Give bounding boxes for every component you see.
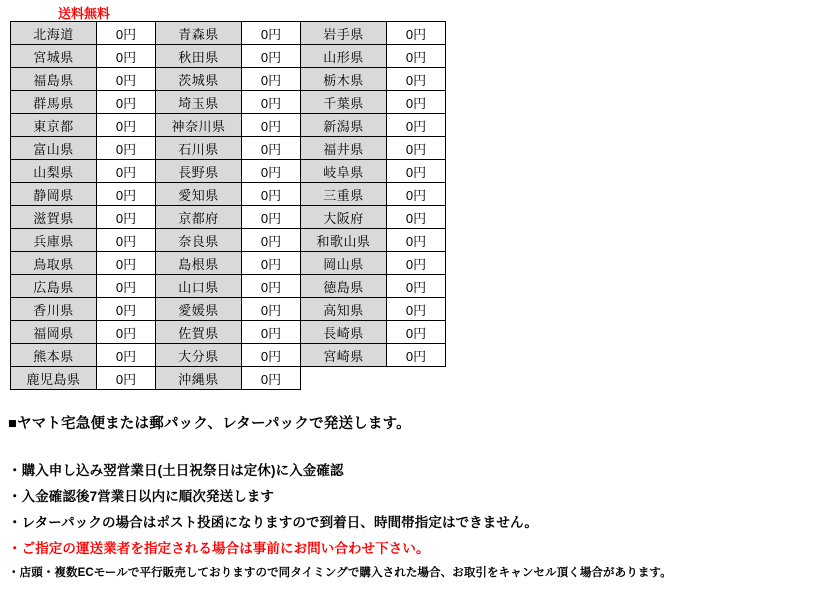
- table-row: [11, 22, 446, 45]
- price-cell: 0円: [97, 252, 156, 275]
- prefecture-cell: 福岡県: [11, 321, 97, 344]
- prefecture-cell: 茨城県: [156, 68, 242, 91]
- prefecture-cell: 富山県: [11, 137, 97, 160]
- price-cell: 0円: [387, 298, 446, 321]
- prefecture-cell: 長崎県: [301, 321, 387, 344]
- shipping-notes: [8, 412, 814, 586]
- table-row: [11, 45, 446, 68]
- prefecture-cell: 大分県: [156, 344, 242, 367]
- price-cell: 0円: [242, 252, 301, 275]
- note-line-letterpack: ・レターパックの場合はポスト投函になりますので到着日、時間帯指定はできません。: [8, 515, 538, 530]
- prefecture-cell: 宮崎県: [301, 344, 387, 367]
- prefecture-cell: 岡山県: [301, 252, 387, 275]
- price-cell: 0円: [387, 321, 446, 344]
- prefecture-cell: 山口県: [156, 275, 242, 298]
- prefecture-cell: 栃木県: [301, 68, 387, 91]
- price-cell: 0円: [242, 344, 301, 367]
- table-row: [11, 321, 446, 344]
- price-cell: 0円: [97, 137, 156, 160]
- price-cell: 0円: [97, 160, 156, 183]
- price-cell: 0円: [242, 91, 301, 114]
- prefecture-cell: 長野県: [156, 160, 242, 183]
- prefecture-cell: 山形県: [301, 45, 387, 68]
- shipping-fee-table-body: [11, 22, 446, 390]
- prefecture-cell: 千葉県: [301, 91, 387, 114]
- prefecture-cell: 山梨県: [11, 160, 97, 183]
- table-row: [11, 68, 446, 91]
- price-cell: 0円: [97, 68, 156, 91]
- price-cell: 0円: [387, 137, 446, 160]
- prefecture-cell: 新潟県: [301, 114, 387, 137]
- price-cell: 0円: [242, 367, 301, 390]
- price-cell: 0円: [242, 137, 301, 160]
- notes-heading: ■ヤマト宅急便または郵パック、レターパックで発送します。: [8, 416, 411, 432]
- table-row: [11, 206, 446, 229]
- prefecture-cell: 兵庫県: [11, 229, 97, 252]
- price-cell: 0円: [387, 68, 446, 91]
- price-cell: 0円: [387, 45, 446, 68]
- price-cell: 0円: [242, 183, 301, 206]
- prefecture-cell: 広島県: [11, 275, 97, 298]
- prefecture-cell: 奈良県: [156, 229, 242, 252]
- table-row: [11, 298, 446, 321]
- price-cell: 0円: [97, 183, 156, 206]
- price-cell: 0円: [387, 22, 446, 45]
- price-cell: 0円: [387, 275, 446, 298]
- prefecture-cell: 岩手県: [301, 22, 387, 45]
- prefecture-cell: 愛知県: [156, 183, 242, 206]
- price-cell: 0円: [97, 45, 156, 68]
- price-cell: 0円: [242, 275, 301, 298]
- table-row: [11, 252, 446, 275]
- price-cell: 0円: [387, 91, 446, 114]
- price-cell: 0円: [97, 367, 156, 390]
- table-row: [11, 275, 446, 298]
- table-row: [11, 114, 446, 137]
- note-line-parallel-sales: ・店頭・複数ECモールで平行販売しておりますので同タイミングで購入された場合、お取引をキャンセル頂く場合があります。: [8, 567, 672, 579]
- table-row: [11, 91, 446, 114]
- price-cell: 0円: [97, 298, 156, 321]
- shipping-fee-table: [10, 21, 446, 390]
- prefecture-cell: 静岡県: [11, 183, 97, 206]
- prefecture-cell: 青森県: [156, 22, 242, 45]
- table-row: [11, 344, 446, 367]
- prefecture-cell: 熊本県: [11, 344, 97, 367]
- empty-cell: [387, 367, 446, 390]
- prefecture-cell: 鹿児島県: [11, 367, 97, 390]
- price-cell: 0円: [242, 298, 301, 321]
- price-cell: 0円: [387, 160, 446, 183]
- prefecture-cell: 秋田県: [156, 45, 242, 68]
- table-row: [11, 183, 446, 206]
- price-cell: 0円: [97, 91, 156, 114]
- note-line-dispatch: ・入金確認後7営業日以内に順次発送します: [8, 489, 275, 504]
- prefecture-cell: 沖縄県: [156, 367, 242, 390]
- prefecture-cell: 北海道: [11, 22, 97, 45]
- prefecture-cell: 徳島県: [301, 275, 387, 298]
- prefecture-cell: 愛媛県: [156, 298, 242, 321]
- prefecture-cell: 石川県: [156, 137, 242, 160]
- prefecture-cell: 東京都: [11, 114, 97, 137]
- prefecture-cell: 埼玉県: [156, 91, 242, 114]
- price-cell: 0円: [387, 252, 446, 275]
- prefecture-cell: 佐賀県: [156, 321, 242, 344]
- price-cell: 0円: [242, 114, 301, 137]
- prefecture-cell: 京都府: [156, 206, 242, 229]
- empty-cell: [301, 367, 387, 390]
- price-cell: 0円: [242, 160, 301, 183]
- table-row: [11, 160, 446, 183]
- price-cell: 0円: [97, 344, 156, 367]
- price-cell: 0円: [242, 229, 301, 252]
- prefecture-cell: 宮城県: [11, 45, 97, 68]
- prefecture-cell: 島根県: [156, 252, 242, 275]
- price-cell: 0円: [97, 22, 156, 45]
- prefecture-cell: 群馬県: [11, 91, 97, 114]
- prefecture-cell: 岐阜県: [301, 160, 387, 183]
- price-cell: 0円: [242, 45, 301, 68]
- price-cell: 0円: [242, 68, 301, 91]
- price-cell: 0円: [387, 344, 446, 367]
- price-cell: 0円: [97, 206, 156, 229]
- price-cell: 0円: [387, 229, 446, 252]
- price-cell: 0円: [97, 275, 156, 298]
- table-row: [11, 137, 446, 160]
- table-row: [11, 229, 446, 252]
- prefecture-cell: 大阪府: [301, 206, 387, 229]
- price-cell: 0円: [387, 183, 446, 206]
- note-line-carrier-request: ・ご指定の運送業者を指定される場合は事前にお問い合わせ下さい。: [8, 541, 430, 556]
- free-shipping-label: 送料無料: [58, 6, 111, 21]
- price-cell: 0円: [242, 321, 301, 344]
- price-cell: 0円: [242, 206, 301, 229]
- prefecture-cell: 鳥取県: [11, 252, 97, 275]
- table-row: [11, 367, 446, 390]
- prefecture-cell: 福井県: [301, 137, 387, 160]
- note-line-payment-confirm: ・購入申し込み翌営業日(土日祝祭日は定休)に入金確認: [8, 463, 344, 478]
- prefecture-cell: 三重県: [301, 183, 387, 206]
- prefecture-cell: 滋賀県: [11, 206, 97, 229]
- price-cell: 0円: [97, 114, 156, 137]
- price-cell: 0円: [97, 229, 156, 252]
- price-cell: 0円: [97, 321, 156, 344]
- prefecture-cell: 福島県: [11, 68, 97, 91]
- prefecture-cell: 神奈川県: [156, 114, 242, 137]
- prefecture-cell: 高知県: [301, 298, 387, 321]
- prefecture-cell: 香川県: [11, 298, 97, 321]
- price-cell: 0円: [387, 206, 446, 229]
- prefecture-cell: 和歌山県: [301, 229, 387, 252]
- price-cell: 0円: [242, 22, 301, 45]
- price-cell: 0円: [387, 114, 446, 137]
